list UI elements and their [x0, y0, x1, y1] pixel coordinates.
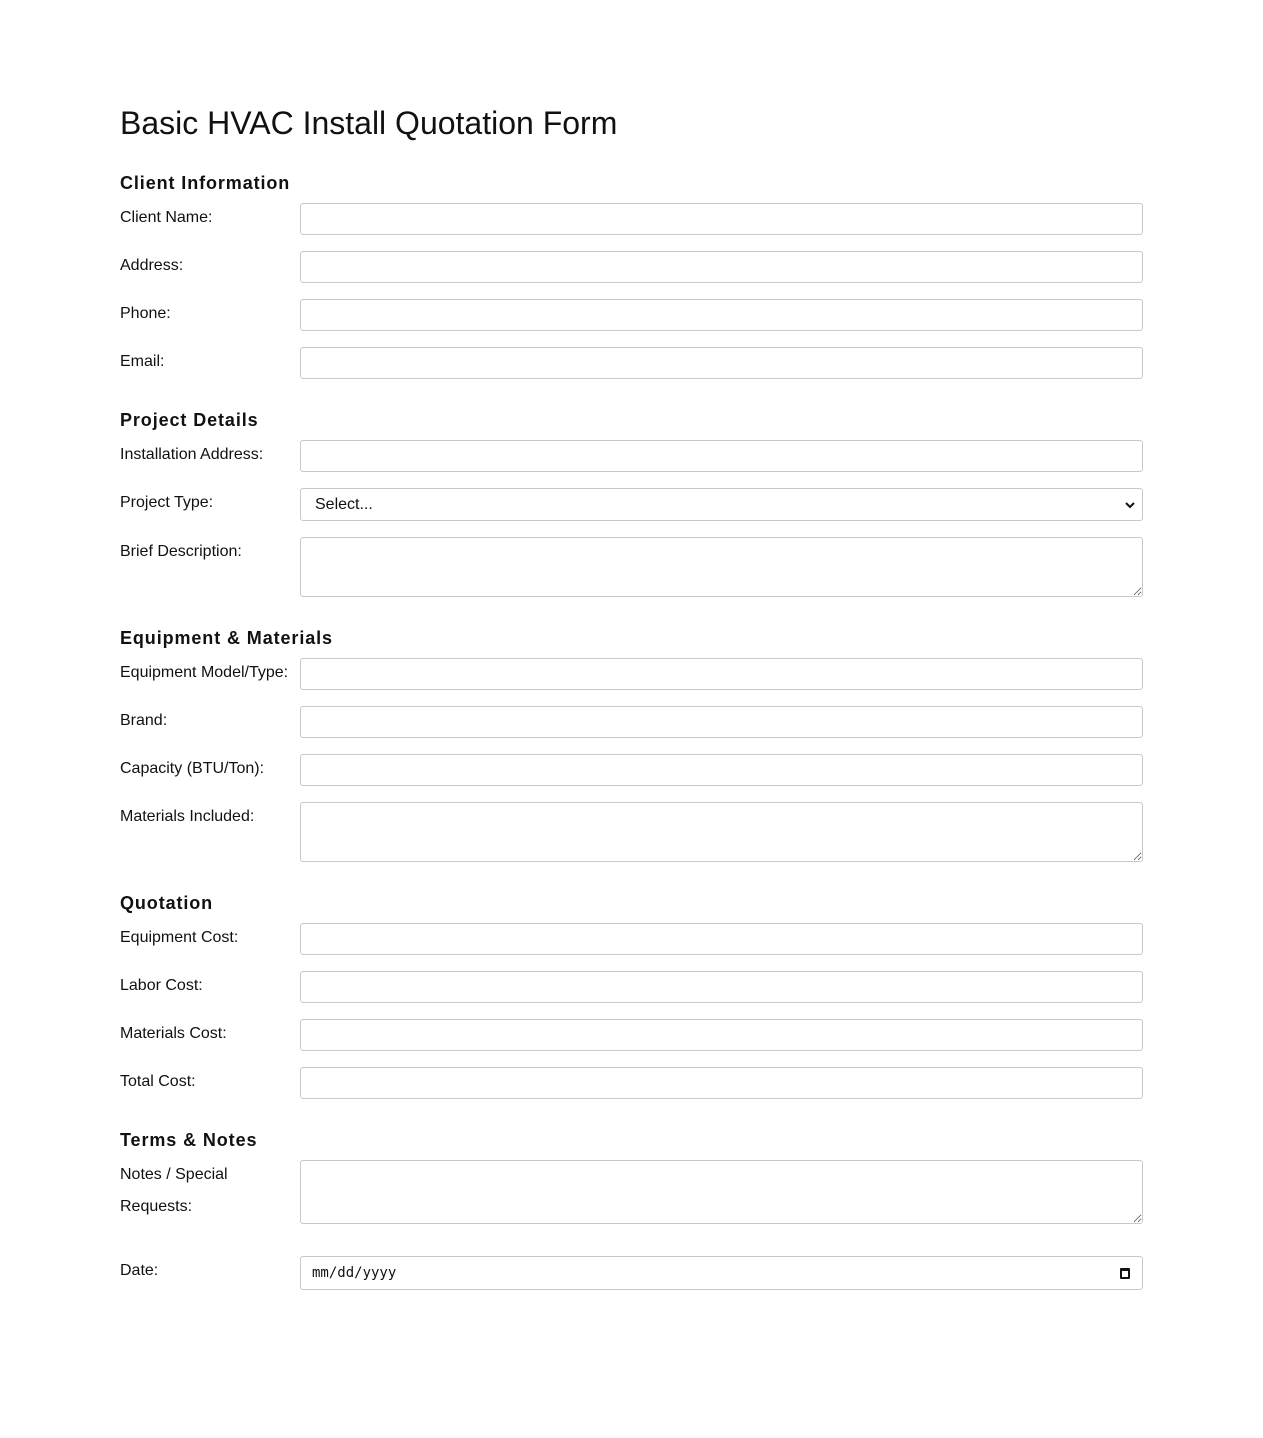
labor-cost-input[interactable] [300, 971, 1143, 1003]
address-label: Address: [120, 257, 184, 274]
section-heading-quotation: Quotation [120, 893, 214, 913]
client-name-input[interactable] [300, 203, 1143, 235]
section-heading-terms: Terms & Notes [120, 1130, 258, 1150]
brand-input[interactable] [300, 706, 1143, 738]
calendar-icon[interactable] [1120, 1268, 1130, 1279]
chevron-down-icon [1124, 499, 1136, 511]
equipment-model-input[interactable] [300, 658, 1143, 690]
project-type-select[interactable] [300, 488, 1143, 521]
equipment-model-label: Equipment Model/Type: [120, 664, 289, 681]
brand-label: Brand: [120, 712, 168, 729]
materials-cost-label: Materials Cost: [120, 1025, 227, 1042]
installation-address-input[interactable] [300, 440, 1143, 472]
capacity-input[interactable] [300, 754, 1143, 786]
page-title: Basic HVAC Install Quotation Form [120, 105, 618, 141]
project-type-value: Select... [315, 495, 373, 513]
capacity-label: Capacity (BTU/Ton): [120, 760, 265, 777]
email-label: Email: [120, 353, 165, 370]
total-cost-input[interactable] [300, 1067, 1143, 1099]
date-input[interactable] [300, 1256, 1143, 1290]
labor-cost-label: Labor Cost: [120, 977, 203, 994]
equipment-cost-label: Equipment Cost: [120, 929, 239, 946]
materials-included-label: Materials Included: [120, 808, 255, 825]
notes-label [120, 1159, 295, 1223]
materials-cost-input[interactable] [300, 1019, 1143, 1051]
phone-input[interactable] [300, 299, 1143, 331]
total-cost-label: Total Cost: [120, 1073, 196, 1090]
materials-included-textarea[interactable] [300, 802, 1143, 862]
section-heading-client: Client Information [120, 173, 291, 193]
section-heading-equipment: Equipment & Materials [120, 628, 333, 648]
address-input[interactable] [300, 251, 1143, 283]
notes-label-line2: Requests: [120, 1198, 193, 1215]
notes-textarea[interactable] [300, 1160, 1143, 1224]
date-placeholder: mm/dd/yyyy [312, 1265, 397, 1281]
date-label: Date: [120, 1262, 159, 1279]
equipment-cost-input[interactable] [300, 923, 1143, 955]
installation-address-label: Installation Address: [120, 446, 264, 463]
phone-label: Phone: [120, 305, 171, 322]
notes-label-line1: Notes / Special [120, 1166, 228, 1183]
brief-description-textarea[interactable] [300, 537, 1143, 597]
client-name-label: Client Name: [120, 209, 213, 226]
section-heading-project: Project Details [120, 410, 259, 430]
email-input[interactable] [300, 347, 1143, 379]
project-type-label: Project Type: [120, 494, 214, 511]
brief-description-label: Brief Description: [120, 543, 242, 560]
